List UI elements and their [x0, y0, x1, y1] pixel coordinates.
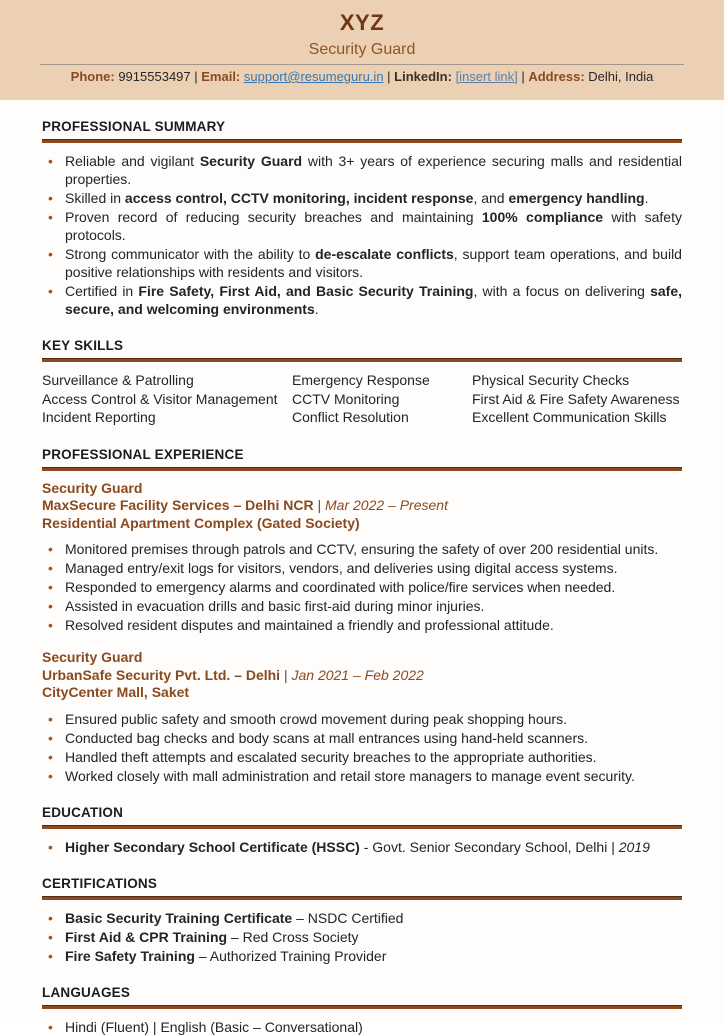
- section-languages: [42, 984, 682, 1036]
- skills-column-3: [472, 371, 682, 427]
- skill-item: Physical Security Checks: [472, 372, 630, 388]
- skill-item: Emergency Response: [292, 372, 430, 388]
- bullet-item: [42, 928, 682, 946]
- text-segment: , support team operations, and build positive relationships with residents and visitors.: [65, 246, 682, 280]
- bullet-item: • Resolved resident disputes and maintained a friendly and professional attitude.: [42, 616, 682, 634]
- heading-education: EDUCATION: [42, 804, 124, 820]
- text-segment: - Govt. Senior Secondary School, Delhi |: [359, 838, 619, 855]
- company-name: UrbanSafe Security Pvt. Ltd. – Delhi: [42, 666, 281, 683]
- text-segment: Email:: [201, 69, 241, 84]
- skill-item: Surveillance & Patrolling: [42, 372, 194, 388]
- text-segment: – Red Cross Society: [227, 928, 359, 945]
- text-segment: Strong communicator with the ability to: [65, 246, 316, 262]
- text-segment: Skilled in: [65, 190, 125, 206]
- text-segment: Phone:: [70, 69, 115, 84]
- education-bullet-list: [42, 838, 682, 856]
- section-key-skills: [42, 337, 682, 427]
- skill-item: Excellent Communication Skills: [472, 409, 667, 425]
- bullet-item: • Ensured public safety and smooth crowd movement during peak shopping hours.: [42, 710, 682, 728]
- text-segment: 100% compliance: [481, 209, 604, 225]
- bullet-item: [42, 245, 682, 281]
- job-location: Residential Apartment Complex (Gated Society): [42, 514, 360, 531]
- text-segment: LinkedIn:: [394, 69, 452, 84]
- text-segment: |: [517, 69, 529, 84]
- job-location-line: [42, 515, 682, 533]
- bullet-item: [42, 947, 682, 965]
- bullet-item: [42, 189, 682, 207]
- bullet-item: • Managed entry/exit logs for visitors, vendors, and deliveries using digital access systems.: [42, 559, 682, 577]
- company-line: [42, 497, 682, 515]
- job-bullet-list: [42, 710, 682, 785]
- section-certifications: [42, 875, 682, 965]
- candidate-job-title: Security Guard: [308, 41, 416, 58]
- bullet-item: • Handled theft attempts and escalated security breaches to the appropriate authorities.: [42, 748, 682, 766]
- text-segment: Reliable and vigilant: [65, 153, 200, 169]
- section-rule: [42, 467, 682, 471]
- email-link[interactable]: support@resumeguru.in: [243, 69, 384, 84]
- summary-bullet-list: [42, 152, 682, 318]
- text-segment: emergency handling: [508, 190, 645, 206]
- resume-header: [0, 0, 724, 100]
- heading-professional-experience: PROFESSIONAL EXPERIENCE: [42, 446, 244, 462]
- text-segment: access control, CCTV monitoring, incident response: [124, 190, 474, 206]
- text-segment: 9915553497: [114, 69, 195, 84]
- text-segment: with safety protocols.: [65, 209, 682, 243]
- text-segment: |: [194, 69, 202, 84]
- linkedin-link[interactable]: [insert link]: [455, 69, 518, 84]
- bullet-item: [42, 838, 682, 856]
- employment-dates: Jan 2021 – Feb 2022: [291, 666, 424, 683]
- text-segment: – Authorized Training Provider: [194, 947, 387, 964]
- languages-bullet-list: [42, 1018, 682, 1036]
- text-segment: Proven record of reducing security breaches and maintaining: [65, 209, 482, 225]
- job-title-line: [42, 649, 682, 667]
- text-segment: Fire Safety, First Aid, and Basic Security Training: [138, 283, 474, 299]
- bullet-item: [42, 152, 682, 188]
- skills-column-1: [42, 371, 292, 427]
- text-segment: Higher Secondary School Certificate (HSSC): [65, 838, 360, 855]
- skills-column-2: [292, 371, 472, 427]
- skill-item: First Aid & Fire Safety Awareness: [472, 390, 680, 407]
- job-location: CityCenter Mall, Saket: [42, 684, 190, 700]
- text-segment: safe, secure, and welcoming environments: [65, 283, 683, 317]
- job-entry: [42, 649, 682, 785]
- separator: |: [280, 666, 292, 683]
- bullet-item: • Conducted bag checks and body scans at mall entrances using hand-held scanners.: [42, 729, 682, 747]
- job-location-line: [42, 684, 682, 702]
- text-segment: , and: [473, 190, 509, 206]
- text-segment: Security Guard: [199, 153, 303, 169]
- section-rule: [42, 896, 682, 900]
- bullet-item: [42, 282, 682, 318]
- heading-certifications: CERTIFICATIONS: [42, 875, 158, 891]
- heading-languages: LANGUAGES: [42, 984, 131, 1000]
- skill-item: CCTV Monitoring: [292, 390, 400, 407]
- bullet-item: • Assisted in evacuation drills and basic first-aid during minor injuries.: [42, 597, 682, 615]
- text-segment: Address:: [528, 69, 585, 84]
- certifications-bullet-list: [42, 909, 682, 965]
- text-segment: Fire Safety Training: [65, 947, 195, 964]
- section-professional-summary: [42, 118, 682, 318]
- text-segment: de-escalate conflicts: [315, 246, 454, 262]
- company-line: [42, 667, 682, 685]
- heading-key-skills: KEY SKILLS: [42, 338, 124, 353]
- employment-dates: Mar 2022 – Present: [325, 497, 448, 513]
- text-segment: |: [383, 69, 395, 84]
- resume-body: [0, 100, 724, 1036]
- bullet-item: • Responded to emergency alarms and coordinated with police/fire services when needed.: [42, 578, 682, 596]
- section-rule: [42, 825, 682, 829]
- header-divider: [40, 64, 684, 65]
- section-rule: [42, 1005, 682, 1009]
- text-segment: , with a focus on delivering: [473, 283, 651, 299]
- skills-grid: [42, 371, 682, 427]
- bullet-item: • Worked closely with mall administration and retail store managers to manage event security.: [42, 767, 682, 785]
- section-professional-experience: [42, 446, 682, 785]
- bullet-item: [42, 909, 682, 927]
- text-segment: .: [644, 190, 649, 206]
- company-name: MaxSecure Facility Services – Delhi NCR: [42, 497, 314, 513]
- job-bullet-list: [42, 540, 682, 634]
- skill-item: Conflict Resolution: [292, 409, 409, 425]
- skill-item: Access Control & Visitor Management: [42, 390, 278, 407]
- job-title: Security Guard: [42, 649, 143, 665]
- text-segment: Certified in: [65, 283, 139, 299]
- text-segment: 2019: [618, 838, 650, 855]
- skill-item: Incident Reporting: [42, 409, 156, 425]
- separator: |: [313, 497, 325, 513]
- text-segment: with 3+ years of experience securing malls and residential properties.: [65, 153, 682, 187]
- text-segment: Basic Security Training Certificate: [65, 909, 293, 926]
- heading-professional-summary: PROFESSIONAL SUMMARY: [42, 119, 226, 134]
- section-rule: [42, 358, 682, 362]
- text-segment: Delhi, India: [584, 69, 654, 84]
- jobs-container: [42, 480, 682, 785]
- candidate-name: XYZ: [339, 10, 385, 35]
- text-segment: Hindi (Fluent) | English (Basic – Conversational): [65, 1018, 363, 1035]
- bullet-item: [42, 1018, 682, 1036]
- bullet-item: [42, 208, 682, 244]
- contact-line: [0, 69, 724, 85]
- section-rule: [42, 139, 682, 143]
- job-entry: [42, 480, 682, 635]
- text-segment: First Aid & CPR Training: [65, 928, 228, 945]
- job-title: Security Guard: [42, 479, 143, 496]
- text-segment: .: [314, 301, 319, 317]
- text-segment: – NSDC Certified: [292, 909, 404, 926]
- bullet-item: • Monitored premises through patrols and CCTV, ensuring the safety of over 200 residential units.: [42, 540, 682, 558]
- job-title-line: [42, 480, 682, 498]
- section-education: [42, 804, 682, 856]
